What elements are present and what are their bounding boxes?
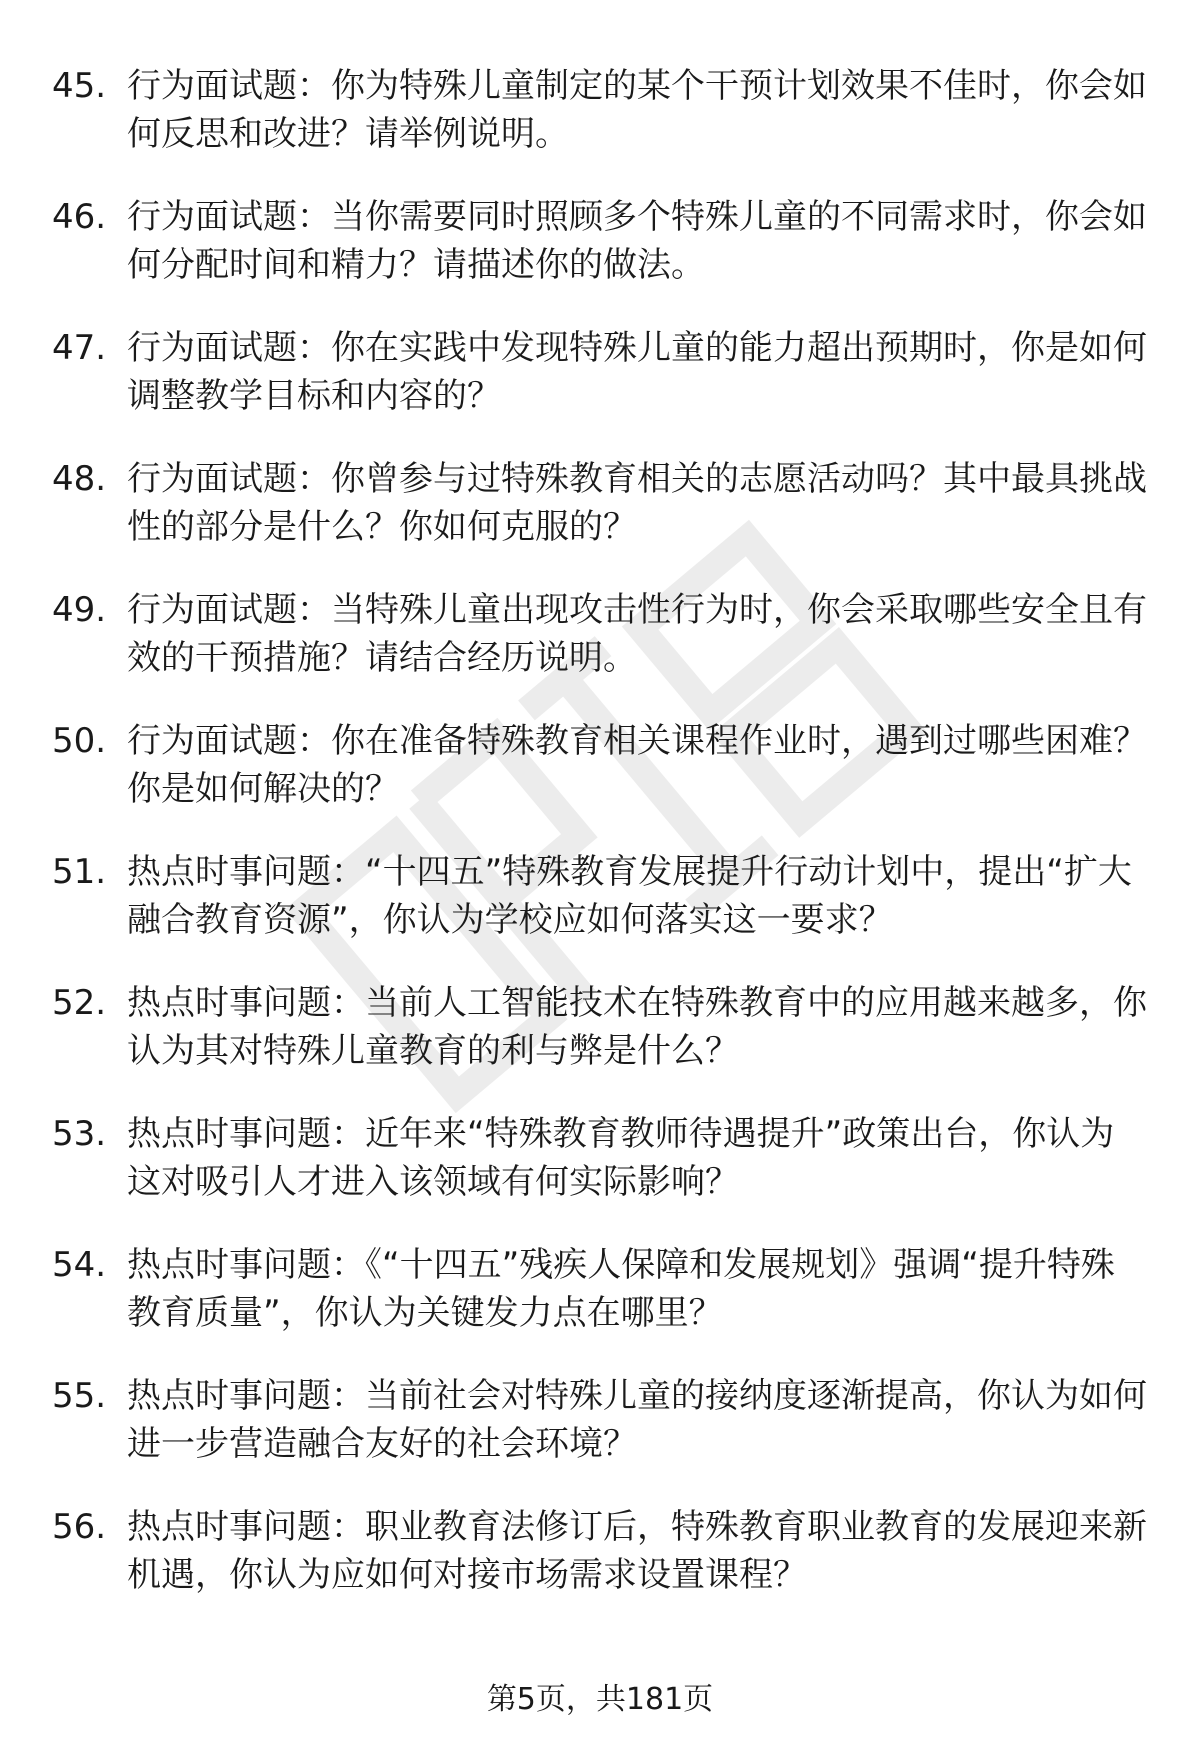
question-text: 热点时事问题：《“十四五”残疾人保障和发展规划》强调“提升特殊教育质量”，你认为关键发力点在哪里？ bbox=[127, 1245, 1115, 1333]
question-list bbox=[0, 62, 1200, 1634]
list-item bbox=[0, 1503, 1200, 1634]
question-text: 热点时事问题：职业教育法修订后，特殊教育职业教育的发展迎来新机遇，你认为应如何对接市场需求设置课程？ bbox=[127, 1507, 1147, 1595]
question-number: 53. bbox=[52, 1114, 107, 1154]
question-text: 热点时事问题：当前社会对特殊儿童的接纳度逐渐提高，你认为如何进一步营造融合友好的社会环境？ bbox=[127, 1376, 1147, 1464]
list-item bbox=[0, 979, 1200, 1110]
question-number: 50. bbox=[52, 721, 107, 761]
question-text: 热点时事问题：“十四五”特殊教育发展提升行动计划中，提出“扩大融合教育资源”，你认为学校应如何落实这一要求？ bbox=[127, 852, 1132, 940]
page-number-label: 第5页，共181页 bbox=[486, 1682, 714, 1717]
page-footer bbox=[0, 1680, 1200, 1720]
list-item bbox=[0, 62, 1200, 193]
question-text: 行为面试题：当你需要同时照顾多个特殊儿童的不同需求时，你会如何分配时间和精力？请描述你的做法。 bbox=[127, 197, 1147, 285]
question-number: 47. bbox=[52, 328, 107, 368]
question-number: 55. bbox=[52, 1376, 107, 1416]
question-text: 热点时事问题：近年来“特殊教育教师待遇提升”政策出台，你认为这对吸引人才进入该领域有何实际影响？ bbox=[127, 1114, 1115, 1202]
question-text: 行为面试题：你在实践中发现特殊儿童的能力超出预期时，你是如何调整教学目标和内容的？ bbox=[127, 328, 1147, 416]
question-number: 56. bbox=[52, 1507, 107, 1547]
question-text: 行为面试题：当特殊儿童出现攻击性行为时，你会采取哪些安全且有效的干预措施？请结合经历说明。 bbox=[127, 590, 1147, 678]
list-item bbox=[0, 1372, 1200, 1503]
list-item bbox=[0, 455, 1200, 586]
question-number: 54. bbox=[52, 1245, 107, 1285]
list-item bbox=[0, 717, 1200, 848]
list-item bbox=[0, 1241, 1200, 1372]
list-item bbox=[0, 848, 1200, 979]
question-number: 45. bbox=[52, 66, 107, 106]
question-text: 行为面试题：你为特殊儿童制定的某个干预计划效果不佳时，你会如何反思和改进？请举例说明。 bbox=[127, 66, 1147, 154]
question-number: 46. bbox=[52, 197, 107, 237]
question-text: 行为面试题：你曾参与过特殊教育相关的志愿活动吗？其中最具挑战性的部分是什么？你如何克服的？ bbox=[127, 459, 1147, 547]
list-item bbox=[0, 586, 1200, 717]
question-text: 热点时事问题：当前人工智能技术在特殊教育中的应用越来越多，你认为其对特殊儿童教育的利与弊是什么？ bbox=[127, 983, 1147, 1071]
list-item bbox=[0, 1110, 1200, 1241]
question-number: 52. bbox=[52, 983, 107, 1023]
question-text: 行为面试题：你在准备特殊教育相关课程作业时，遇到过哪些困难？你是如何解决的？ bbox=[127, 721, 1147, 809]
list-item bbox=[0, 324, 1200, 455]
list-item bbox=[0, 193, 1200, 324]
question-number: 48. bbox=[52, 459, 107, 499]
question-number: 51. bbox=[52, 852, 107, 892]
question-number: 49. bbox=[52, 590, 107, 630]
